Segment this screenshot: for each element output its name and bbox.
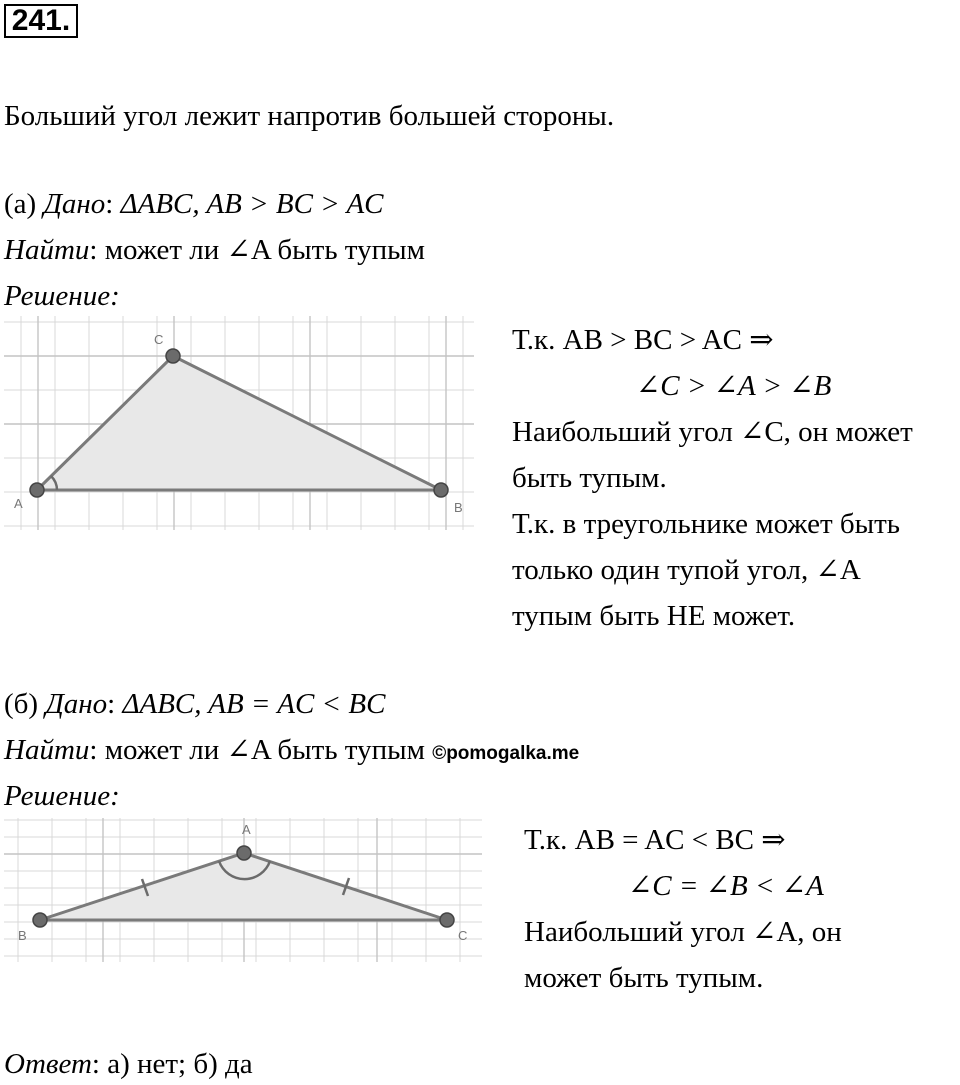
part-b-solution-label: Решение: [4, 780, 120, 812]
find-text: может ли ∠A быть тупым [104, 234, 425, 266]
label-b: B [18, 928, 27, 943]
find-word: Найти [4, 734, 90, 766]
label-a: A [242, 822, 251, 837]
part-a-line-5: Т.к. в треугольнике может быть [512, 508, 901, 540]
find-word: Найти [4, 234, 90, 266]
point-c [166, 349, 180, 363]
part-a-line-6: только один тупой угол, ∠A [512, 554, 861, 586]
answer-text: а) нет; б) да [107, 1048, 253, 1080]
find-text: может ли ∠A быть тупым [104, 734, 425, 766]
part-a-line-2: ∠C > ∠A > ∠B [636, 370, 832, 402]
solution-word: Решение [4, 280, 111, 312]
part-b-label: (б) [4, 688, 39, 720]
part-a-line-7: тупым быть НЕ может. [512, 600, 796, 632]
problem-number: 241. [4, 4, 78, 38]
part-a-line-4: быть тупым. [512, 462, 667, 494]
answer-word: Ответ [4, 1048, 92, 1080]
part-a-find: Найти: может ли ∠A быть тупым [4, 234, 425, 266]
point-c [440, 913, 454, 927]
part-b-find: Найти: может ли ∠A быть тупым ©pomogalka.me [4, 734, 580, 766]
figure-b-triangle [4, 818, 482, 962]
given-expression: ΔABC, AB > BC > AC [120, 188, 384, 220]
point-a [237, 846, 251, 860]
part-a-line-3: Наибольший угол ∠C, он может [512, 416, 913, 448]
given-word: Дано [43, 188, 106, 220]
part-a-solution-label: Решение: [4, 280, 120, 312]
intro-text: Больший угол лежит напротив большей стороны. [4, 100, 615, 132]
point-a [30, 483, 44, 497]
point-b [434, 483, 448, 497]
given-expression: ΔABC, AB = AC < BC [122, 688, 386, 720]
given-word: Дано [45, 688, 108, 720]
label-a: A [14, 496, 23, 511]
label-c: C [458, 928, 468, 943]
label-b: B [454, 500, 463, 515]
part-b-line-3: Наибольший угол ∠A, он [524, 916, 842, 948]
figure-a-triangle [4, 316, 474, 530]
part-b-line-1: Т.к. AB = AC < BC ⇒ [524, 824, 786, 856]
triangle-a-shape [37, 356, 441, 490]
watermark: ©pomogalka.me [432, 743, 580, 764]
part-b-line-4: может быть тупым. [524, 962, 764, 994]
solution-word: Решение [4, 780, 111, 812]
answer: Ответ: а) нет; б) да [4, 1048, 253, 1080]
triangle-b-shape [40, 853, 447, 920]
part-a-given: (а) Дано: ΔABC, AB > BC > AC [4, 188, 384, 220]
part-b-given: (б) Дано: ΔABC, AB = AC < BC [4, 688, 386, 720]
part-a-line-1: Т.к. AB > BC > AC ⇒ [512, 324, 774, 356]
label-c: C [154, 332, 164, 347]
part-a-label: (а) [4, 188, 37, 220]
point-b [33, 913, 47, 927]
part-b-line-2: ∠C = ∠B < ∠A [628, 870, 824, 902]
